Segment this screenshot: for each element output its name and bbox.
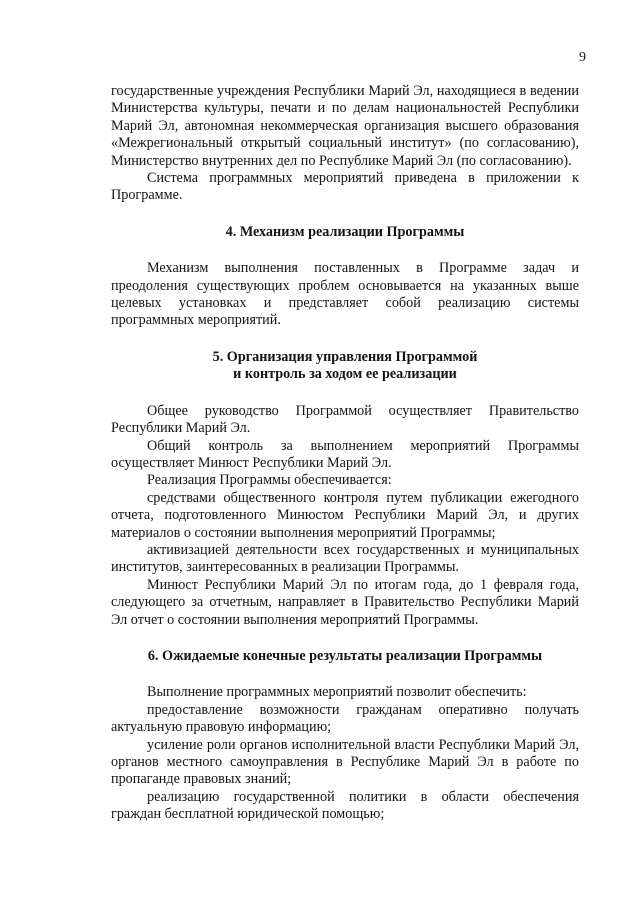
section-5-heading-line-1: 5. Организация управления Программой bbox=[212, 348, 478, 365]
section-6-paragraph-3: усиление роли органов исполнительной власти Республики Марий Эл, органов местного самоуправления в Республике Марий Эл в работе по пропаганде правовых знаний; bbox=[111, 736, 579, 788]
paragraph-system-reference: Система программных мероприятий приведена в приложении к Программе. bbox=[111, 170, 579, 204]
section-5-paragraph-3: Реализация Программы обеспечивается: bbox=[147, 472, 392, 489]
section-5-paragraph-5: активизацией деятельности всех государственных и муниципальных институтов, заинтересованных в реализации Программы. bbox=[111, 541, 579, 576]
section-5-paragraph-1: Общее руководство Программой осуществляет Правительство Республики Марий Эл. bbox=[111, 402, 579, 437]
section-6-heading: 6. Ожидаемые конечные результаты реализации Программы bbox=[147, 647, 543, 664]
section-6-paragraph-4: реализацию государственной политики в области обеспечения граждан бесплатной юридической помощью; bbox=[111, 788, 579, 823]
section-4-heading: 4. Механизм реализации Программы bbox=[225, 223, 465, 240]
section-6-paragraph-2: предоставление возможности гражданам оперативно получать актуальную правовую информацию; bbox=[111, 701, 579, 736]
section-4-paragraph: Механизм выполнения поставленных в Программе задач и преодоления существующих проблем основывается на указанных выше целевых установках и представляет собой реализацию системы программных мероприятий. bbox=[111, 260, 579, 329]
document-body bbox=[111, 83, 579, 824]
section-5-paragraph-6: Минюст Республики Марий Эл по итогам года, до 1 февраля года, следующего за отчетным, направляет в Правительство Республики Марий Эл отчет о состоянии выполнения мероприятий Программы. bbox=[111, 576, 579, 628]
paragraph-continued: государственные учреждения Республики Марий Эл, находящиеся в ведении Министерства культуры, печати и по делам национальностей Республики Марий Эл, автономная некоммерческая организация высшего образования «Межрегиональный открытый социальный институт» (по согласованию), Министерство внутренних дел по Республике Марий Эл (по согласованию). bbox=[111, 83, 579, 169]
section-5-heading-line-2: и контроль за ходом ее реализации bbox=[233, 366, 457, 383]
section-6-paragraph-1: Выполнение программных мероприятий позволит обеспечить: bbox=[147, 684, 527, 701]
section-5-heading bbox=[111, 349, 579, 384]
section-5-paragraph-4: средствами общественного контроля путем публикации ежегодного отчета, подготовленного Минюстом Республики Марий Эл, и других материалов о состоянии выполнения мероприятий Программы; bbox=[111, 489, 579, 541]
section-5-paragraph-2: Общий контроль за выполнением мероприятий Программы осуществляет Минюст Республики Марий Эл. bbox=[111, 437, 579, 471]
page-number: 9 bbox=[579, 50, 586, 65]
